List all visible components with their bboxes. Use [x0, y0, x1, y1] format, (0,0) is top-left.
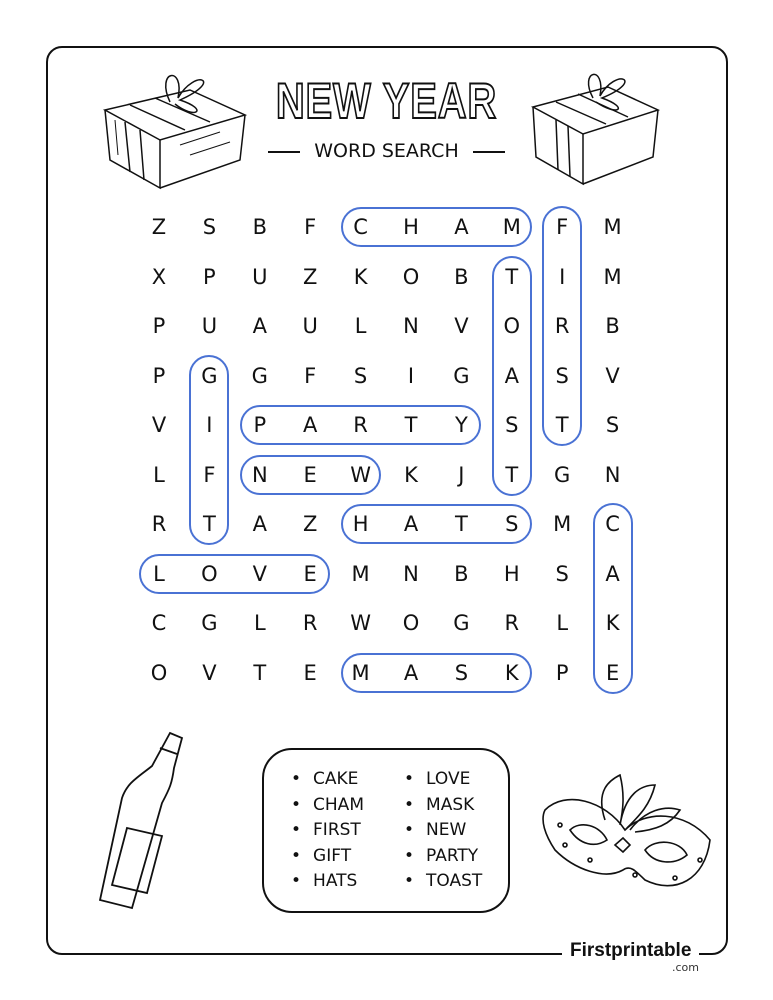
grid-letter[interactable]: E	[303, 462, 317, 487]
grid-letter[interactable]: S	[202, 215, 217, 239]
grid-letter[interactable]: I	[559, 264, 566, 289]
grid-letter[interactable]: T	[202, 512, 216, 536]
grid-letter[interactable]: H	[503, 561, 520, 586]
word-list-item: • TOAST	[404, 871, 482, 891]
grid-letter[interactable]: T	[555, 413, 569, 437]
grid-letter[interactable]: S	[454, 660, 469, 685]
grid-letter[interactable]: G	[201, 611, 218, 635]
grid-letter[interactable]: O	[402, 611, 420, 635]
grid-letter[interactable]: A	[403, 512, 419, 536]
champagne-bottle-icon	[92, 728, 202, 918]
word-list-item: • GIFT	[291, 846, 351, 866]
grid-letter[interactable]: U	[252, 264, 268, 289]
grid-letter[interactable]: T	[454, 512, 468, 536]
grid-letter[interactable]: S	[353, 363, 368, 388]
grid-letter[interactable]: P	[253, 413, 267, 437]
page-title: NEW YEAR	[275, 73, 498, 129]
grid-letter[interactable]: A	[252, 512, 267, 536]
grid-letter[interactable]: M	[502, 215, 521, 239]
grid-letter[interactable]: Y	[454, 413, 468, 437]
grid-letter[interactable]: L	[253, 611, 266, 635]
grid-letter[interactable]: I	[206, 413, 213, 437]
grid-letter[interactable]: V	[202, 660, 217, 685]
grid-letter[interactable]: I	[407, 363, 415, 388]
grid-letter[interactable]: B	[605, 314, 620, 338]
grid-letter[interactable]: O	[201, 561, 218, 586]
grid-letter[interactable]: A	[504, 363, 519, 388]
word-list-item: • FIRST	[291, 820, 361, 840]
grid-letter[interactable]: B	[454, 264, 469, 289]
grid-letter[interactable]: L	[153, 561, 165, 586]
grid-letter[interactable]: K	[404, 462, 418, 487]
word-list-item: • PARTY	[404, 846, 478, 866]
grid-letter[interactable]: H	[403, 215, 419, 239]
grid-letter[interactable]: M	[351, 561, 370, 586]
grid-letter[interactable]: V	[454, 314, 469, 338]
grid-letter[interactable]: R	[353, 413, 368, 437]
grid-letter[interactable]: J	[458, 462, 465, 487]
grid-letter[interactable]: W	[350, 611, 371, 635]
gift-box-left-icon	[100, 60, 250, 190]
grid-letter[interactable]: W	[350, 462, 371, 487]
grid-letter[interactable]: S	[555, 363, 569, 388]
grid-letter[interactable]: U	[201, 314, 218, 338]
grid-letter[interactable]: M	[553, 512, 572, 536]
grid-letter[interactable]: K	[504, 660, 519, 685]
grid-letter[interactable]: S	[505, 413, 519, 437]
grid-letter[interactable]: T	[253, 660, 267, 685]
grid-letter[interactable]: T	[505, 462, 519, 487]
grid-letter[interactable]: T	[505, 264, 519, 289]
grid-letter[interactable]: R	[554, 314, 570, 338]
grid-letter[interactable]: P	[152, 314, 166, 338]
grid-letter[interactable]: G	[201, 363, 218, 388]
grid-letter[interactable]: B	[454, 561, 469, 586]
grid-letter[interactable]: A	[454, 215, 469, 239]
grid-letter[interactable]: B	[252, 215, 267, 239]
grid-letter[interactable]: P	[555, 660, 569, 685]
word-list-item: • CAKE	[291, 769, 358, 789]
grid-letter[interactable]: R	[151, 512, 167, 536]
grid-letter[interactable]: K	[353, 264, 368, 289]
brand-logo: Firstprintable	[562, 940, 699, 962]
grid-letter[interactable]: V	[151, 413, 167, 437]
grid-letter[interactable]: A	[252, 314, 267, 338]
grid-letter[interactable]: P	[152, 363, 166, 388]
grid-letter[interactable]: S	[505, 512, 519, 536]
grid-letter[interactable]: M	[351, 660, 370, 685]
grid-letter[interactable]: U	[302, 314, 318, 338]
grid-letter[interactable]: N	[251, 462, 268, 487]
grid-letter[interactable]: T	[404, 413, 418, 437]
grid-letter[interactable]: A	[303, 413, 318, 437]
gift-box-right-icon	[528, 62, 663, 187]
grid-letter[interactable]: Z	[151, 215, 167, 239]
grid-letter[interactable]: C	[353, 215, 368, 239]
grid-letter[interactable]: F	[556, 215, 569, 239]
grid-letter[interactable]: M	[603, 215, 622, 239]
grid-letter[interactable]: O	[150, 660, 168, 685]
word-list-item: • LOVE	[404, 769, 470, 789]
grid-letter[interactable]: Z	[302, 264, 318, 289]
grid-letter[interactable]: A	[403, 660, 419, 685]
word-list-item: • NEW	[404, 820, 466, 840]
grid-letter[interactable]: V	[252, 561, 267, 586]
word-list-item: • MASK	[404, 795, 474, 815]
grid-letter[interactable]: N	[403, 561, 419, 586]
grid-letter[interactable]: F	[304, 215, 317, 239]
grid-letter[interactable]: H	[352, 512, 369, 536]
grid-letter[interactable]: F	[304, 363, 317, 388]
grid-letter[interactable]: G	[554, 462, 571, 487]
grid-letter[interactable]: O	[402, 264, 420, 289]
grid-letter[interactable]: N	[604, 462, 621, 487]
grid-letter[interactable]: A	[605, 561, 620, 586]
grid-letter[interactable]: C	[605, 512, 620, 536]
grid-letter[interactable]: G	[453, 363, 470, 388]
grid-letter[interactable]: L	[556, 611, 569, 635]
grid-letter[interactable]: G	[453, 611, 470, 635]
grid-letter[interactable]: Z	[302, 512, 318, 536]
grid-letter[interactable]: E	[303, 561, 317, 586]
grid-letter[interactable]: R	[302, 611, 318, 635]
grid-letter[interactable]: S	[555, 561, 569, 586]
grid-letter[interactable]: V	[605, 363, 620, 388]
grid-letter[interactable]: K	[605, 611, 620, 635]
grid-letter[interactable]: L	[354, 314, 367, 338]
grid-letter[interactable]: E	[303, 660, 317, 685]
grid-letter[interactable]: O	[503, 314, 521, 338]
grid-letter[interactable]: M	[603, 264, 622, 289]
grid-letter[interactable]: P	[203, 264, 216, 289]
grid-letter[interactable]: S	[605, 413, 620, 437]
grid-letter[interactable]: E	[605, 660, 620, 685]
subtitle-text: WORD SEARCH	[314, 140, 459, 162]
grid-letter[interactable]: R	[504, 611, 520, 635]
word-list-item: • CHAM	[291, 795, 364, 815]
grid-letter[interactable]: G	[251, 363, 268, 388]
brand-suffix: .com	[672, 961, 699, 974]
grid-letter[interactable]: F	[203, 462, 216, 487]
grid-letter[interactable]: L	[153, 462, 165, 487]
carnival-mask-icon	[535, 770, 720, 905]
word-list-item: • HATS	[291, 871, 357, 891]
grid-letter[interactable]: C	[151, 611, 167, 635]
grid-letter[interactable]: X	[151, 264, 167, 289]
grid-letter[interactable]: N	[403, 314, 419, 338]
